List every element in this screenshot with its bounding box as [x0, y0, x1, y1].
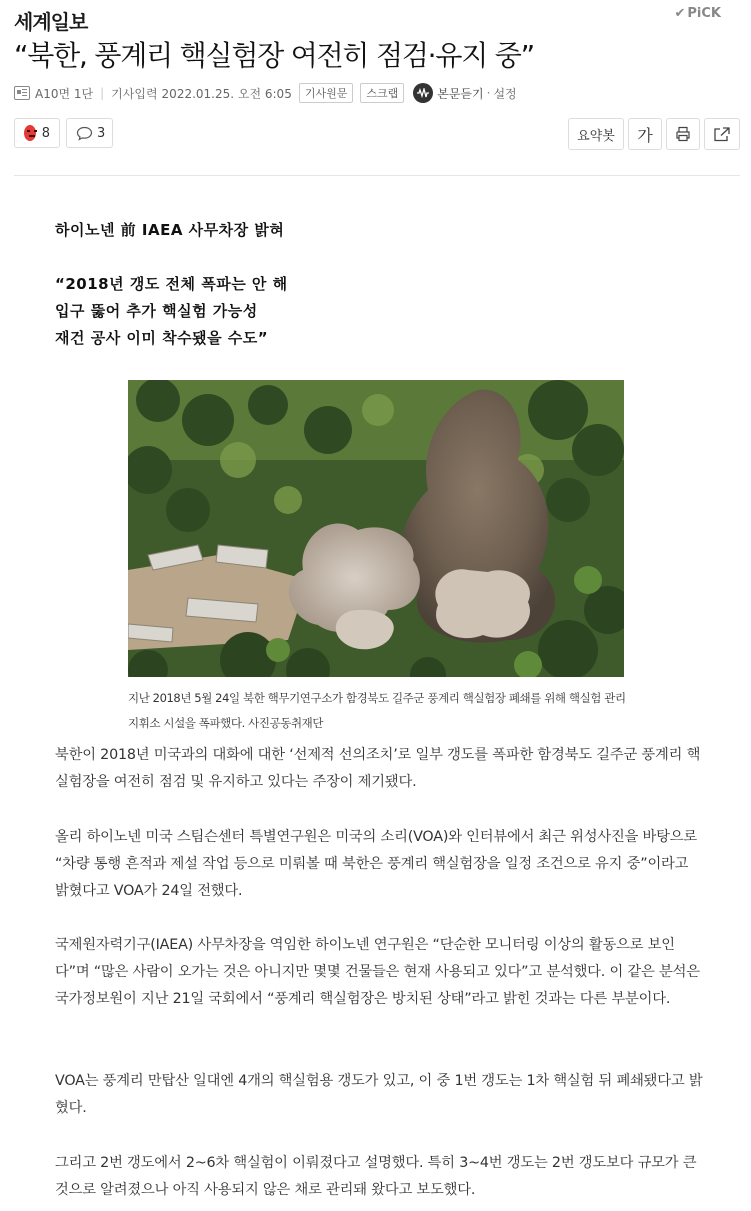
angry-count: 8 [41, 125, 50, 141]
original-article-button[interactable]: 기사원문 [299, 83, 354, 103]
angry-reaction-button[interactable] [14, 118, 60, 148]
listen-button[interactable]: 본문듣기 [437, 86, 484, 101]
article-photo[interactable] [128, 380, 624, 677]
meta-separator: | [100, 86, 105, 100]
body-paragraph-4: VOA는 풍계리 만탑산 일대엔 4개의 핵실험용 갱도가 있고, 이 중 1번 갱도는 1차 핵실험 뒤 폐쇄됐다고 밝혔다. [55, 1073, 703, 1116]
check-icon: ✔ [674, 6, 686, 21]
explosion-photo-graphic [128, 380, 624, 677]
share-icon [713, 126, 731, 142]
comment-icon [76, 126, 93, 141]
summary-button[interactable]: 요약봇 [568, 118, 624, 150]
subheading-4: 재건 공사 이미 착수됐을 수도” [55, 329, 269, 347]
comment-button[interactable] [66, 118, 113, 148]
header-divider [14, 175, 740, 176]
page-info: A10면 1단 [35, 86, 94, 101]
newspaper-icon [14, 86, 30, 100]
body-paragraph-3: 국제원자력기구(IAEA) 사무차장을 역임한 하이노넨 연구원은 “단순한 모니터링 이상의 활동으로 보인다”며 “많은 사람이 오가는 것은 아니지만 몇몇 건물들은 현재 사용되고 있다”고 분석했다. 이 같은 분석은 국가정보원이 지난 21일 국회에서 “풍계리 핵실험장은 방치된 상태”라고 밝힌 것과는 다른 부분이다. [55, 937, 700, 1007]
photo-caption: 지난 2018년 5월 24일 북한 핵무기연구소가 함경북도 길주군 풍계리 핵실험장 폐쇄를 위해 핵실험 관리 지휘소 시설을 폭파했다. 사진공동취재단 [128, 691, 626, 730]
pick-badge[interactable] [674, 6, 721, 21]
article-headline: “북한, 풍계리 핵실험장 여전히 점검·유지 중” [14, 39, 534, 72]
comment-count: 3 [97, 125, 106, 141]
audio-wave-icon[interactable] [413, 83, 433, 103]
meta-dot: · [486, 86, 491, 100]
press-logo[interactable]: 세계일보 [14, 10, 88, 34]
scrap-button[interactable]: 스크랩 [360, 83, 404, 103]
subheading-1: 하이노넨 前 IAEA 사무차장 밝혀 [55, 221, 285, 239]
article-datetime: 2022.01.25. 오전 6:05 [161, 86, 292, 101]
print-icon [675, 126, 691, 142]
body-paragraph-2: 올리 하이노넨 미국 스팀슨센터 특별연구원은 미국의 소리(VOA)와 인터뷰에서 최근 위성사진을 바탕으로 “차량 통행 흔적과 제설 작업 등으로 미뤄볼 때 북한은 풍계리 핵실험장을 일정 조건으로 유지 중”이라고 밝혔다고 VOA가 24일 전했다. [55, 829, 697, 899]
angry-face-icon [24, 125, 36, 141]
print-button[interactable] [666, 118, 700, 150]
input-label: 기사입력 [111, 86, 158, 101]
subheading-2: “2018년 갱도 전체 폭파는 안 해 [55, 275, 288, 293]
subheading-3: 입구 뚫어 추가 핵실험 가능성 [55, 302, 258, 320]
font-size-button[interactable]: 가 [628, 118, 662, 150]
article-meta [14, 84, 517, 102]
body-paragraph-5: 그리고 2번 갱도에서 2~6차 핵실험이 이뤄졌다고 설명했다. 특히 3~4번 갱도는 2번 갱도보다 규모가 큰 것으로 알려졌으나 아직 사용되지 않은 채로 관리돼 왔다고 보도했다. [55, 1155, 697, 1198]
body-paragraph-1: 북한이 2018년 미국과의 대화에 대한 ‘선제적 선의조치’로 일부 갱도를 폭파한 함경북도 길주군 풍계리 핵실험장을 여전히 점검 및 유지하고 있다는 주장이 제기됐다. [55, 747, 701, 790]
settings-link[interactable]: 설정 [493, 86, 517, 101]
share-button[interactable] [704, 118, 740, 150]
pick-label: PiCK [687, 6, 721, 21]
